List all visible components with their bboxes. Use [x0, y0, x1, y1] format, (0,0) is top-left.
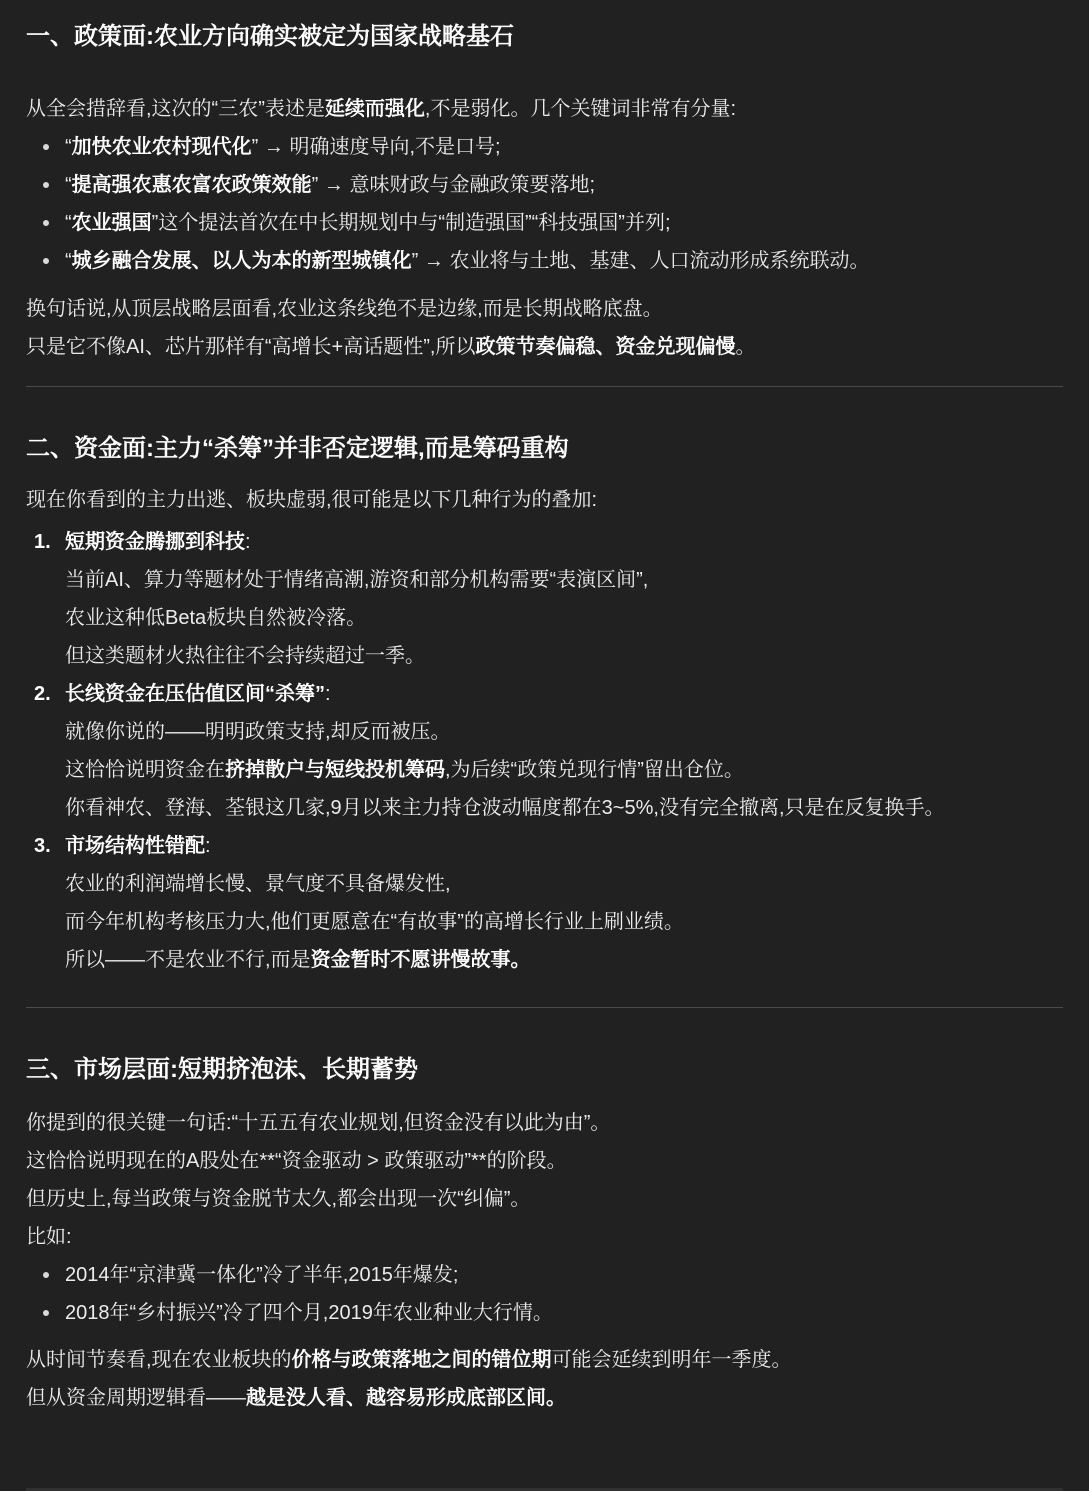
section-3-lead-paragraph: [26, 1104, 1063, 1256]
text-line: 农业这种低Beta板块自然被冷落。: [65, 607, 367, 629]
section-divider: [26, 1007, 1063, 1008]
text-line: 这恰恰说明现在的A股处在**“资金驱动 > 政策驱动”**的阶段。: [26, 1150, 567, 1172]
item-title-line: 短期资金腾挪到科技:: [65, 531, 251, 553]
numbered-item: [26, 827, 1063, 979]
text-line: 换句话说,从顶层战略层面看,农业这条线绝不是边缘,而是长期战略底盘。: [26, 298, 663, 320]
numbered-item: [26, 675, 1063, 827]
item-number: 3.: [34, 835, 51, 857]
section-1-bullet-list: [26, 128, 1063, 280]
section-3-bullet-list: [26, 1256, 1063, 1332]
item-number: 1.: [34, 531, 51, 553]
section-2-heading: 二、资金面:主力“杀筹”并非否定逻辑,而是筹码重构: [26, 435, 569, 462]
bullet-item: 2018年“乡村振兴”冷了四个月,2019年农业种业大行情。: [26, 1294, 1063, 1332]
bullet-item: “农业强国”这个提法首次在中长期规划中与“制造强国”“科技强国”并列;: [26, 204, 1063, 242]
text-line: 但历史上,每当政策与资金脱节太久,都会出现一次“纠偏”。: [26, 1188, 531, 1210]
text-line: 农业的利润端增长慢、景气度不具备爆发性,: [65, 873, 451, 895]
text-line: 你提到的很关键一句话:“十五五有农业规划,但资金没有以此为由”。: [26, 1112, 611, 1134]
section-1-closing-paragraph: [26, 290, 1063, 366]
text-line: 但从资金周期逻辑看——越是没人看、越容易形成底部区间。: [26, 1387, 566, 1409]
bullet-item: “提高强农惠农富农政策效能” → 意味财政与金融政策要落地;: [26, 166, 1063, 204]
item-number: 2.: [34, 683, 51, 705]
bullet-item: “城乡融合发展、以人为本的新型城镇化” → 农业将与土地、基建、人口流动形成系统联动。: [26, 242, 1063, 280]
bullet-item: 2014年“京津冀一体化”冷了半年,2015年爆发;: [26, 1256, 1063, 1294]
section-2-intro-paragraph: 现在你看到的主力出逃、板块虚弱,很可能是以下几种行为的叠加:: [26, 489, 598, 511]
section-divider: [26, 386, 1063, 387]
text-line: 只是它不像AI、芯片那样有“高增长+高话题性”,所以政策节奏偏稳、资金兑现偏慢。: [26, 336, 756, 358]
item-title-line: 市场结构性错配:: [65, 835, 211, 857]
text-line: 就像你说的——明明政策支持,却反而被压。: [65, 721, 451, 743]
text-line: 你看神农、登海、荃银这几家,9月以来主力持仓波动幅度都在3~5%,没有完全撤离,只是在反复换手。: [65, 797, 945, 819]
numbered-item: [26, 523, 1063, 675]
section-3-heading: 三、市场层面:短期挤泡沫、长期蓄势: [26, 1056, 418, 1083]
text-line: 所以——不是农业不行,而是资金暂时不愿讲慢故事。: [65, 949, 531, 971]
section-2-numbered-list: [26, 523, 1063, 979]
text-line: 比如:: [26, 1226, 72, 1248]
text-line: 这恰恰说明资金在挤掉散户与短线投机筹码,为后续“政策兑现行情”留出仓位。: [65, 759, 744, 781]
bullet-item: “加快农业农村现代化” → 明确速度导向,不是口号;: [26, 128, 1063, 166]
section-1-intro-paragraph: 从全会措辞看,这次的“三农”表述是延续而强化,不是弱化。几个关键词非常有分量:: [26, 98, 737, 120]
item-title-line: 长线资金在压估值区间“杀筹”:: [65, 683, 331, 705]
section-3-closing-paragraph: [26, 1341, 1063, 1417]
text-line: 而今年机构考核压力大,他们更愿意在“有故事”的高增长行业上刷业绩。: [65, 911, 684, 933]
text-line: 但这类题材火热往往不会持续超过一季。: [65, 645, 425, 667]
text-line: 当前AI、算力等题材处于情绪高潮,游资和部分机构需要“表演区间”,: [65, 569, 649, 591]
text-line: 从时间节奏看,现在农业板块的价格与政策落地之间的错位期可能会延续到明年一季度。: [26, 1349, 792, 1371]
section-1-heading: 一、政策面:农业方向确实被定为国家战略基石: [26, 23, 514, 50]
